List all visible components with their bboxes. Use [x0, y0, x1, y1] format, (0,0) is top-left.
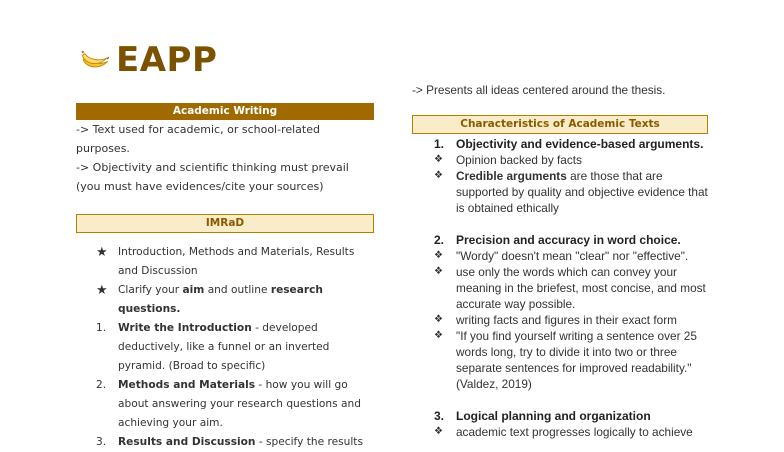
- thesis-line: -> Presents all ideas centered around the thesis.: [412, 83, 666, 97]
- list-item: ★ Clarify your aim and outline research questions.: [76, 281, 374, 319]
- section-heading: 3. Logical planning and organization: [434, 409, 651, 423]
- list-item: ❖ academic text progresses logically to achieve: [434, 425, 693, 439]
- list-item: ★ Introduction, Methods and Materials, Results and Discussion: [76, 243, 374, 281]
- left-column: [76, 103, 374, 452]
- imrad-list: [76, 243, 374, 452]
- academic-writing-line-1: -> Text used for academic, or school-related purposes.: [76, 123, 320, 155]
- imrad-heading: IMRaD: [76, 214, 374, 233]
- list-item: 2. Methods and Materials - how you will go about answering your research questions and achieving your aim.: [96, 379, 361, 429]
- list-item: ❖ writing facts and figures in their exact form: [434, 313, 677, 327]
- diamond-bullet-icon: ❖: [434, 426, 443, 437]
- list-item: ❖ use only the words which can convey your meaning in the briefest, most concise, and most accurate way possible.: [434, 265, 706, 311]
- diamond-bullet-icon: ❖: [434, 266, 443, 277]
- diamond-bullet-icon: ❖: [434, 314, 443, 325]
- diamond-bullet-icon: ❖: [434, 154, 443, 165]
- section-heading: 1. Objectivity and evidence-based arguments.: [434, 137, 704, 151]
- list-item: 1. Write the Introduction - developed deductively, like a funnel or an inverted pyramid. (Broad to specific): [96, 322, 330, 372]
- star-icon: ★: [96, 245, 108, 260]
- right-column: [412, 82, 712, 440]
- list-item: 3. Results and Discussion - specify the results: [96, 436, 363, 448]
- logo: [78, 40, 217, 80]
- academic-writing-line-2: -> Objectivity and scientific thinking must prevail (you must have evidences/cite your sources): [76, 161, 349, 193]
- diamond-bullet-icon: ❖: [434, 250, 443, 261]
- diamond-bullet-icon: ❖: [434, 330, 443, 341]
- characteristics-heading: Characteristics of Academic Texts: [412, 115, 708, 134]
- star-icon: ★: [96, 283, 108, 298]
- banana-icon: [78, 41, 112, 79]
- list-item: ❖ Credible arguments are those that are supported by quality and objective evidence that is obtained ethically: [434, 169, 708, 215]
- diamond-bullet-icon: ❖: [434, 170, 443, 181]
- list-item: ❖ "Wordy" doesn't mean "clear" nor "effective".: [434, 249, 689, 263]
- section-heading: 2. Precision and accuracy in word choice.: [434, 233, 681, 247]
- page-title: EAPP: [116, 40, 218, 80]
- academic-writing-heading: Academic Writing: [76, 103, 374, 120]
- list-item: ❖ Opinion backed by facts: [434, 153, 582, 167]
- list-item: ❖ "If you find yourself writing a sentence over 25 words long, try to divide it into two or three separate sentences for improved readability." (Valdez, 2019): [434, 329, 697, 391]
